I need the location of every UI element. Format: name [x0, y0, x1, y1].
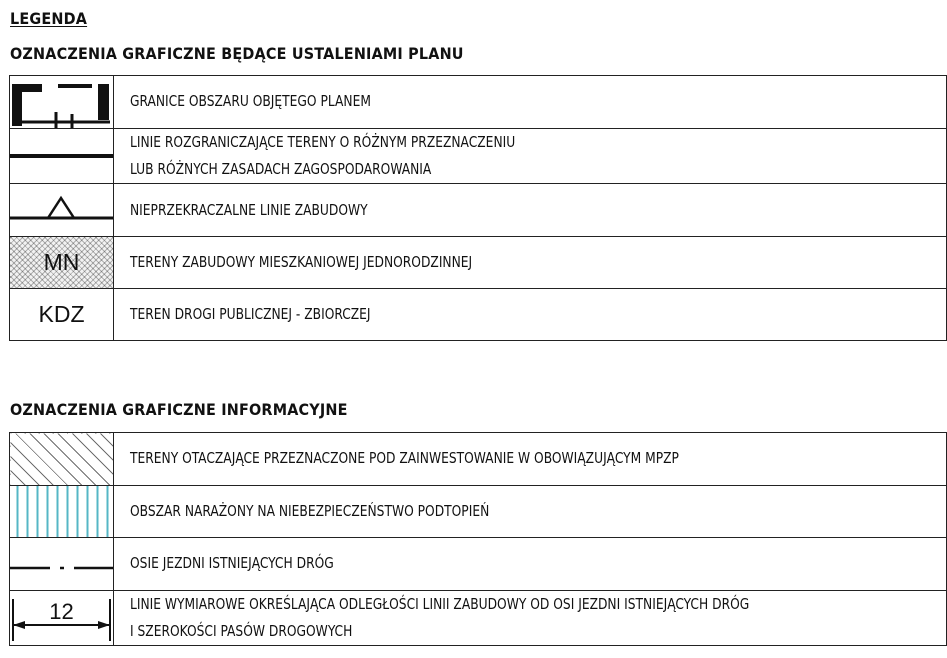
legend-row — [10, 129, 947, 184]
section-title-informational: OZNACZENIA GRAFICZNE INFORMACYJNE — [10, 400, 348, 419]
legend-row — [10, 591, 947, 646]
legend-row — [10, 486, 947, 538]
description-line: NIEPRZEKRACZALNE LINIE ZABUDOWY — [130, 200, 368, 219]
legend-row — [10, 538, 947, 591]
legend-description — [114, 237, 947, 289]
legend-description — [114, 591, 947, 646]
legend-row — [10, 433, 947, 486]
section-title-plan-determinations: OZNACZENIA GRAFICZNE BĘDĄCE USTALENIAMI PLANU — [10, 44, 464, 63]
description-line: LUB RÓŻNYCH ZASADACH ZAGOSPODAROWANIA — [130, 160, 432, 179]
legend-description — [114, 433, 947, 486]
description-line: LINIE ROZGRANICZAJĄCE TERENY O RÓŻNYM PRZEZNACZENIU — [130, 133, 516, 151]
zone-code-mn: MN — [43, 249, 80, 276]
legend-row — [10, 289, 947, 341]
thick-line-icon — [10, 130, 113, 182]
legend-row — [10, 237, 947, 289]
symbol-public-road — [10, 289, 114, 341]
description-line: GRANICE OBSZARU OBJĘTEGO PLANEM — [130, 92, 371, 111]
dash-dot-axis-icon — [10, 538, 113, 590]
description-line: TEREN DROGI PUBLICZNEJ - ZBIORCZEJ — [130, 305, 371, 324]
legend-row — [10, 76, 947, 129]
legend-row — [10, 184, 947, 237]
symbol-plan-boundary — [10, 76, 114, 129]
legend-table-plan-determinations — [9, 75, 947, 341]
legend-table-informational — [9, 432, 947, 646]
description-line: LINIE WYMIAROWE OKREŚLAJĄCA ODLEGŁOŚCI LINII ZABUDOWY OD OSI JEZDNI ISTNIEJĄCYCH DRÓG — [130, 595, 750, 613]
legend-title: LEGENDA — [10, 9, 88, 28]
dimension-value: 12 — [49, 599, 74, 625]
legend-description — [114, 184, 947, 237]
symbol-demarcation-line — [10, 129, 114, 184]
legend-description — [114, 76, 947, 129]
symbol-surrounding-areas — [10, 433, 114, 486]
symbol-road-axis — [10, 538, 114, 591]
description-line: OBSZAR NARAŻONY NA NIEBEZPIECZEŃSTWO PODTOPIEŃ — [130, 501, 490, 520]
plan-boundary-icon — [10, 76, 113, 128]
symbol-dimension-line — [10, 591, 114, 646]
building-line-triangle-icon — [10, 184, 113, 236]
legend-description — [114, 538, 947, 591]
legend-description — [114, 129, 947, 184]
description-line: TERENY OTACZAJĄCE PRZEZNACZONE POD ZAINWESTOWANIE W OBOWIĄZUJĄCYM MPZP — [130, 449, 679, 468]
legend-description — [114, 486, 947, 538]
zone-code-kdz: KDZ — [38, 301, 85, 328]
description-line: TERENY ZABUDOWY MIESZKANIOWEJ JEDNORODZINNEJ — [130, 253, 473, 272]
symbol-building-line — [10, 184, 114, 237]
description-line: OSIE JEZDNI ISTNIEJĄCYCH DRÓG — [130, 554, 334, 573]
description-line: I SZEROKOŚCI PASÓW DROGOWYCH — [130, 622, 353, 641]
dimension-line-icon — [10, 591, 113, 645]
symbol-flood-risk-area — [10, 486, 114, 538]
legend-description — [114, 289, 947, 341]
symbol-residential-area — [10, 237, 114, 289]
